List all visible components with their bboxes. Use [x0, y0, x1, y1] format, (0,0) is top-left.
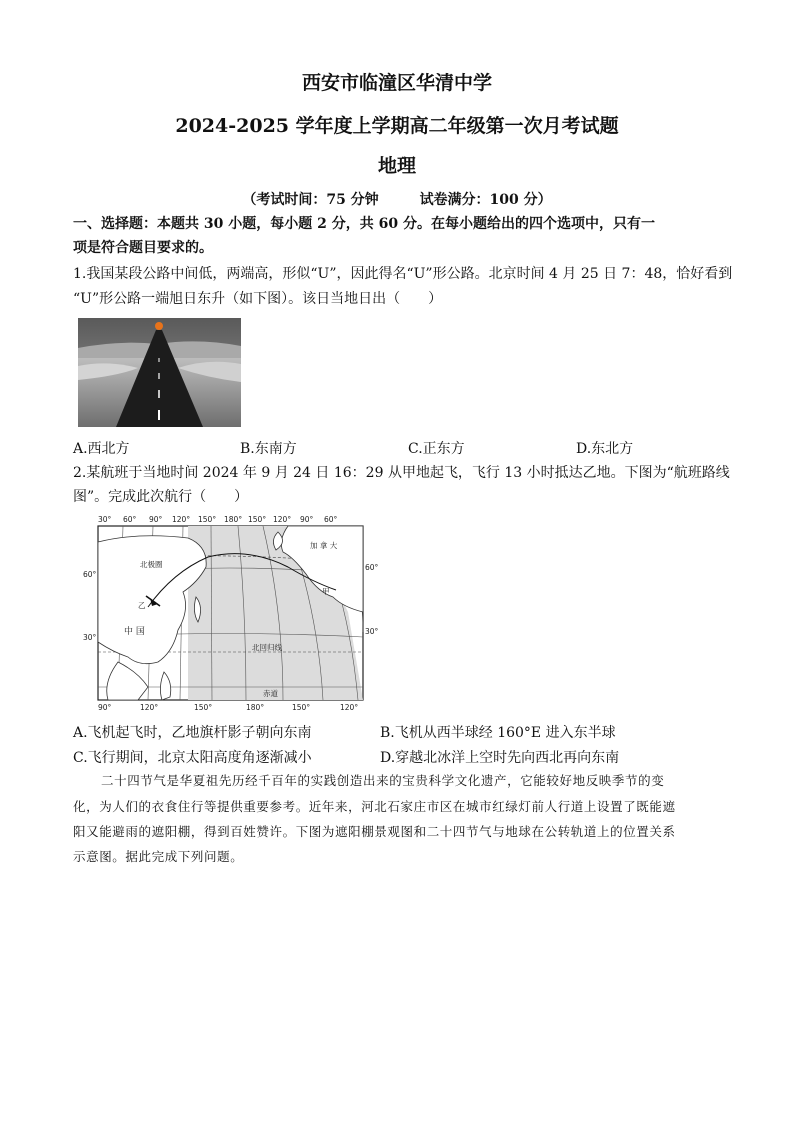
map-canada-label: 加 拿 大 — [310, 541, 338, 550]
map-top-label-3: 120° — [172, 515, 191, 524]
school-name: 西安市临潼区华清中学 — [301, 72, 492, 94]
section-instructions-line1: 一、选择题：本题共 30 小题，每小题 2 分，共 60 分。在每小题给出的四个选项中，只有一 — [73, 216, 655, 232]
map-left-label-0: 60° — [83, 570, 97, 579]
map-jia-label: 甲 — [322, 587, 330, 596]
passage-line2: 化，为人们的衣食住行等提供重要参考。近年来，河北石家庄市区在城市红绿灯前人行道上设置了既能遮 — [73, 799, 676, 814]
q2-option-b[interactable]: B.飞机从西半球经 160°E 进入东半球 — [380, 725, 616, 741]
passage-line3: 阳又能避雨的遮阳棚，得到百姓赞许。下图为遮阳棚景观图和二十四节气与地球在公转轨道上的位置关系 — [73, 824, 676, 839]
map-top-label-7: 120° — [273, 515, 292, 524]
passage-line4: 示意图。据此完成下列问题。 — [73, 849, 244, 864]
flight-route-map — [78, 512, 384, 718]
map-equator-label: 赤道 — [263, 689, 278, 698]
map-top-label-9: 60° — [324, 515, 338, 524]
section-instructions-line2: 项是符合题目要求的。 — [73, 240, 213, 256]
map-bottom-label-1: 120° — [140, 703, 159, 712]
map-bottom-label-5: 120° — [340, 703, 359, 712]
map-bottom-label-4: 150° — [292, 703, 311, 712]
map-arctic-circle-label: 北极圈 — [140, 560, 163, 569]
q1-option-d[interactable]: D.东北方 — [576, 441, 634, 457]
q1-option-c[interactable]: C.正东方 — [408, 441, 465, 457]
map-top-label-0: 30° — [98, 515, 112, 524]
exam-score: 试卷满分：100 分） — [419, 192, 552, 208]
map-top-label-4: 150° — [198, 515, 217, 524]
q2-stem-line2: 图”。完成此次航行（ ） — [73, 489, 249, 505]
q1-stem-line2: “U”形公路一端旭日东升（如下图）。该日当地日出（ ） — [73, 291, 443, 307]
q2-option-a[interactable]: A.飞机起飞时，乙地旗杆影子朝向东南 — [73, 725, 312, 741]
map-yi-label: 乙 — [138, 601, 146, 610]
map-top-label-8: 90° — [300, 515, 314, 524]
map-bottom-label-2: 150° — [194, 703, 213, 712]
q2-option-d[interactable]: D.穿越北冰洋上空时先向西北再向东南 — [380, 750, 620, 766]
q1-option-a[interactable]: A.西北方 — [73, 441, 130, 457]
sun-icon — [155, 322, 163, 330]
map-tropic-label: 北回归线 — [252, 643, 282, 652]
map-right-label-1: 30° — [365, 627, 379, 636]
q2-stem-line1: 2.某航班于当地时间 2024 年 9 月 24 日 16：29 从甲地起飞，飞行 13 小时抵达乙地。下图为“航班路线 — [73, 465, 730, 481]
q2-option-c[interactable]: C.飞行期间，北京太阳高度角逐渐减小 — [73, 750, 312, 766]
q1-stem-line1: 1.我国某段公路中间低，两端高，形似“U”，因此得名“U”形公路。北京时间 4 月 25 日 7：48，恰好看到 — [73, 266, 733, 282]
exam-time: （考试时间：75 分钟 — [242, 192, 379, 208]
exam-title: 2024-2025 学年度上学期高二年级第一次月考试题 — [175, 115, 619, 137]
u-road-photo — [78, 318, 241, 427]
exam-meta — [0, 189, 794, 209]
map-left-label-1: 30° — [83, 633, 97, 642]
map-top-label-2: 90° — [149, 515, 163, 524]
map-top-label-1: 60° — [123, 515, 137, 524]
passage-line1: 二十四节气是华夏祖先历经千百年的实践创造出来的宝贵科学文化遗产，它能较好地反映季节的变 — [101, 773, 665, 788]
map-china-label: 中 国 — [124, 627, 145, 637]
map-top-label-5: 180° — [224, 515, 243, 524]
map-bottom-label-0: 90° — [98, 703, 112, 712]
map-right-label-0: 60° — [365, 563, 379, 572]
subject-title: 地理 — [377, 155, 416, 177]
q1-option-b[interactable]: B.东南方 — [240, 441, 297, 457]
map-top-label-6: 150° — [248, 515, 267, 524]
map-bottom-label-3: 180° — [246, 703, 265, 712]
